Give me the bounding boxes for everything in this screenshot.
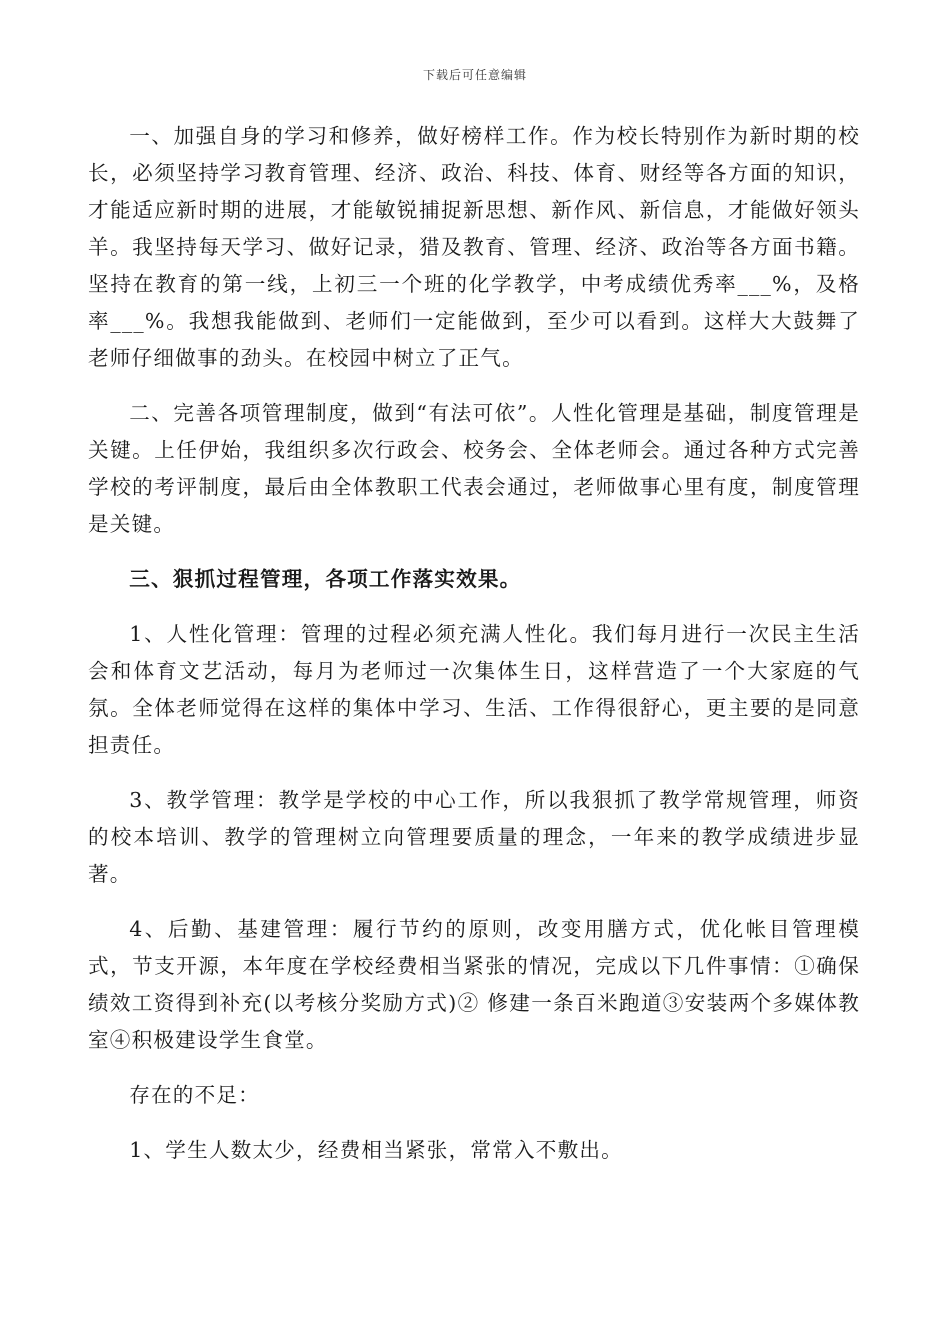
- paragraph-teaching-management: 3、教学管理：教学是学校的中心工作，所以我狠抓了教学常规管理，师资的校本培训、教学的管理树立向管理要质量的理念，一年来的教学成绩进步显著。: [88, 788, 860, 886]
- page-header: 下载后可任意编辑: [422, 68, 527, 82]
- paragraph-management-system: 二、完善各项管理制度，做到“有法可依”。人性化管理是基础，制度管理是关键。上任伊始，我组织多次行政会、校务会、全体老师会。通过各种方式完善学校的考评制度，最后由全体教职工代表会通过，老师做事心里有度，制度管理是关键。: [88, 401, 860, 536]
- paragraph-shortcoming-1: 1、学生人数太少，经费相当紧张，常常入不敷出。: [129, 1138, 623, 1162]
- paragraph-shortcomings-heading: 存在的不足：: [129, 1083, 260, 1107]
- section-heading-process-management: 三、狠抓过程管理，各项工作落实效果。: [129, 567, 522, 591]
- paragraph-humanized-management: 1、人性化管理：管理的过程必须充满人性化。我们每月进行一次民主生活会和体育文艺活动，每月为老师过一次集体生日，这样营造了一个大家庭的气氛。全体老师觉得在这样的集体中学习、生活、工作得很舒心，更主要的是同意担责任。: [88, 622, 860, 757]
- paragraph-strengthen-learning: 一、加强自身的学习和修养，做好榜样工作。作为校长特别作为新时期的校长，必须坚持学习教育管理、经济、政治、科技、体育、财经等各方面的知识，才能适应新时期的进展，才能敏锐捕捉新思想、新作风、新信息，才能做好领头羊。我坚持每天学习、做好记录，猎及教育、管理、经济、政治等各方面书籍。坚持在教育的第一线，上初三一个班的化学教学，中考成绩优秀率___%，及格率___%。我想我能做到、老师们一定能做到，至少可以看到。这样大大鼓舞了老师仔细做事的劲头。在校园中树立了正气。: [88, 124, 860, 370]
- paragraph-logistics-management: 4、后勤、基建管理：履行节约的原则，改变用膳方式，优化帐目管理模式，节支开源，本年度在学校经费相当紧张的情况，完成以下几件事情：①确保绩效工资得到补充(以考核分奖励方式)② 修建一条百米跑道③安装两个多媒体教室④积极建设学生食堂。: [88, 917, 860, 1052]
- document-body: [88, 118, 860, 1187]
